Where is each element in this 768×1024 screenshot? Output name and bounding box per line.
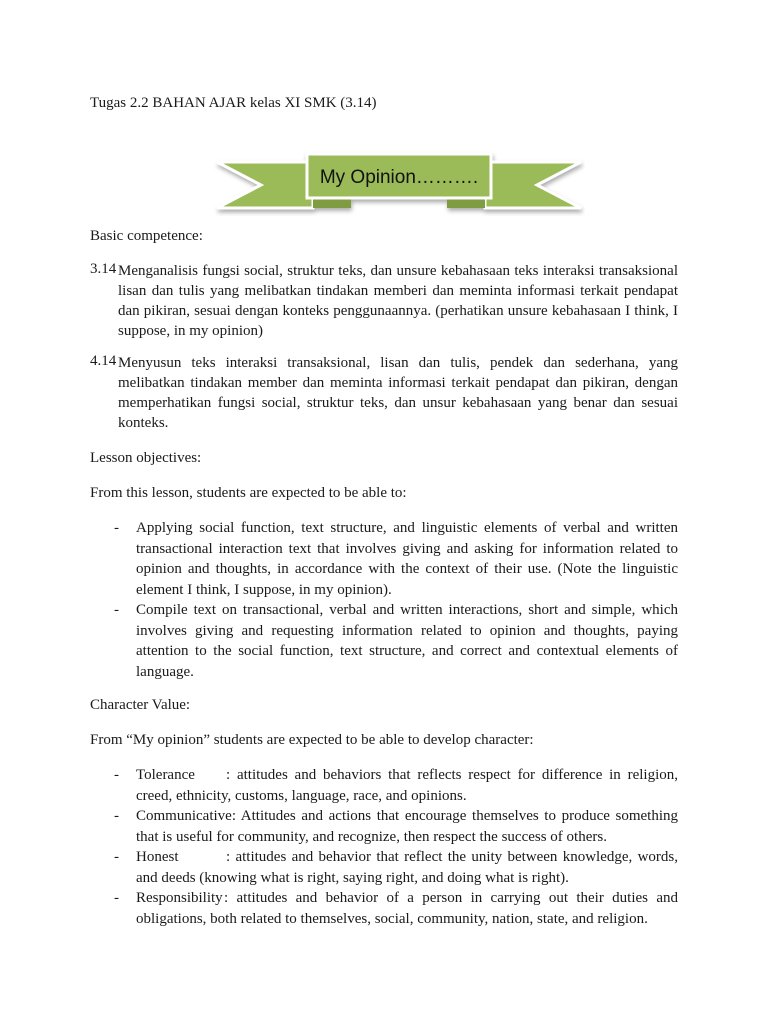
dash-bullet: - — [114, 808, 119, 824]
list-item — [90, 518, 678, 600]
banner-title: My Opinion………. — [319, 167, 479, 188]
dash-bullet: - — [114, 602, 119, 618]
character-value-intro: From “My opinion” students are expected to be able to develop character: — [90, 732, 534, 748]
character-value-label: Character Value: — [90, 697, 191, 713]
objective-text: Compile text on transactional, verbal and written interactions, short and simple, which involves giving and requesting information related to opinion and thoughts, paying attention to the social function, text structure, and correct and contextual elements of language. — [136, 602, 678, 680]
competence-item — [90, 353, 678, 433]
objectives-list — [90, 518, 678, 682]
character-term: Communicative — [136, 808, 232, 824]
list-item — [90, 765, 678, 806]
character-description: : attitudes and behavior of a person in carrying out their duties and obligations, both related to themselves, social, community, nation, state, and religion. — [136, 890, 678, 927]
lesson-objectives-intro: From this lesson, students are expected to be able to: — [90, 485, 407, 501]
competence-number: 3.14 — [90, 261, 117, 277]
character-description: : Attitudes and actions that encourage themselves to produce something that is useful for community, and recognize, then respect the success of others. — [136, 808, 678, 845]
character-description: : attitudes and behavior that reflect the unity between knowledge, words, and deeds (knowing what is right, saying right, and doing what is right). — [136, 849, 678, 886]
character-term: Tolerance — [136, 767, 195, 783]
dash-bullet: - — [114, 890, 119, 906]
character-term: Honest — [136, 849, 179, 865]
dash-bullet: - — [114, 767, 119, 783]
dash-bullet: - — [114, 520, 119, 536]
character-term: Responsibility — [136, 890, 223, 906]
list-item — [90, 847, 678, 888]
competence-text: Menyusun teks interaksi transaksional, lisan dan tulis, pendek dan sederhana, yang melibatkan tindakan member dan meminta informasi terkait pendapat dan pikiran, dengan memperhatikan fungsi social, struktur teks, dan unsur kebahasaan yang benar dan sesuai konteks. — [118, 355, 678, 431]
banner-right-tail — [485, 162, 581, 208]
dash-bullet: - — [114, 849, 119, 865]
competence-item — [90, 261, 678, 341]
competence-text: Menganalisis fungsi social, struktur teks, dan unsure kebahasaan teks interaksi transaksional lisan dan tulis yang melibatkan tindakan memberi dan meminta informasi terkait pendapat dan pikiran, sesuai dengan konteks penggunaannya. (perhatikan unsure kebahasaan I think, I suppose, in my opinion) — [118, 263, 678, 339]
document-heading: Tugas 2.2 BAHAN AJAR kelas XI SMK (3.14) — [90, 95, 377, 111]
objective-text: Applying social function, text structure, and linguistic elements of verbal and written transactional interaction text that involves giving and asking for information related to opinion and thoughts, in accordance with the context of their use. (Note the linguistic element I think, I suppose, in my opinion). — [136, 520, 678, 598]
basic-competence-label: Basic competence: — [90, 228, 203, 244]
list-item — [90, 806, 678, 847]
banner-left-tail — [217, 162, 313, 208]
character-list — [90, 765, 678, 929]
list-item — [90, 600, 678, 682]
lesson-objectives-label: Lesson objectives: — [90, 450, 202, 466]
my-opinion-banner — [213, 150, 585, 216]
competence-number: 4.14 — [90, 353, 117, 369]
character-description: : attitudes and behaviors that reflects respect for difference in religion, creed, ethnicity, customs, language, race, and opinions. — [136, 767, 678, 804]
list-item — [90, 888, 678, 929]
document-body — [90, 226, 678, 942]
